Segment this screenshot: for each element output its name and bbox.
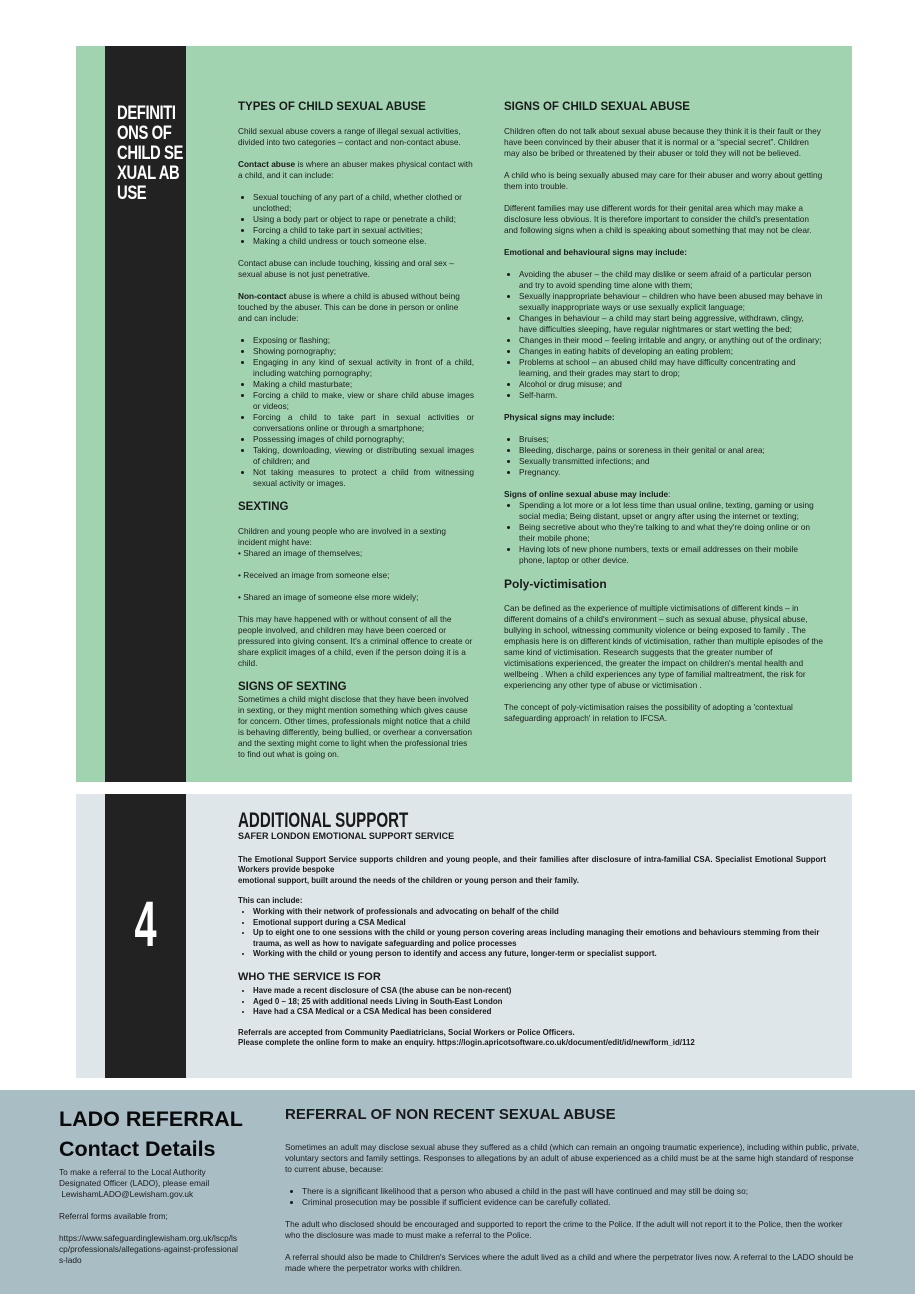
referrals-text: Referrals are accepted from Community Paediatricians, Social Workers or Police Officers. <box>238 1027 575 1037</box>
list-item: • Forcing a child to take part in sexual activities or conversations online or through a smartphone; <box>253 412 474 434</box>
poly-victimisation-paragraph: The concept of poly-victimisation raises the possibility of adopting a 'contextual safeguarding approach' in relation to IFCSA. <box>504 702 793 723</box>
lado-instructions: To make a referral to the Local Authority Designated Officer (LADO), please email <box>59 1167 210 1188</box>
emotional-signs-heading: Emotional and behavioural signs may include: <box>504 247 688 257</box>
list-item: • Working with the child or young person to identify and access any future, longer-term or specialist support. <box>253 949 826 960</box>
list-item: • Making a child masturbate; <box>253 379 474 390</box>
lado-contact <box>59 1167 239 1277</box>
list-item: • Bleeding, discharge, pains or soreness in their genital or anal area; <box>519 445 824 456</box>
list-item: • Up to eight one to one sessions with the child or young person covering areas including managing their emotions and behaviours stemming from their trauma, as well as how to navigate safeguarding and police processes <box>253 928 826 949</box>
types-intro: Child sexual abuse covers a range of illegal sexual activities, divided into two categories – contact and non-contact abuse. <box>238 126 461 147</box>
list-item: • Criminal prosecution may be possible if sufficient evidence can be carefully collated. <box>302 1197 860 1208</box>
list-item: • Working with their network of professionals and advocating on behalf of the child <box>253 907 826 918</box>
list-item: • Forcing a child to make, view or share child abuse images or videos; <box>253 390 474 412</box>
types-column <box>238 100 474 771</box>
list-item: • Problems at school – an abused child may have difficulty concentrating and learning, and their grades may start to drop; <box>519 357 824 379</box>
sexting-heading: SEXTING <box>238 501 289 513</box>
contact-abuse-list <box>238 192 474 247</box>
support-intro <box>238 855 826 876</box>
noncontact-abuse-list <box>238 335 474 489</box>
section-number: 4 <box>134 888 157 960</box>
list-item: • Using a body part or object to rape or penetrate a child; <box>253 214 474 225</box>
signs-of-sexting-text: Sometimes a child might disclose that they have been involved in sexting, or they might mention something which gives cause for concern. Other times, professionals might notice that a child is behaving differently, being bullied, or overhear a conversation and the sexting might come to light when the professional tries to find out what is going on. <box>238 694 472 759</box>
list-item: • Sexually transmitted infections; and <box>519 456 824 467</box>
sexting-item: • Shared an image of someone else more widely; <box>238 592 419 602</box>
sexting-intro-block <box>238 526 474 559</box>
noncontact-abuse-text: abuse is where a child is abused without being touched by the abuser. This can be done in person or online and can include: <box>238 291 460 323</box>
non-recent-paragraph: A referral should also be made to Children's Services where the adult lived as a child and where the perpetrator lives now. A referral to the LADO should be made where the perpetrator works with children. <box>285 1252 854 1273</box>
section-stripe <box>105 46 186 782</box>
support-subtitle: SAFER LONDON EMOTIONAL SUPPORT SERVICE <box>238 831 455 841</box>
definitions-panel <box>76 46 852 782</box>
list-item: • Exposing or flashing; <box>253 335 474 346</box>
list-item: • Making a child undress or touch someone else. <box>253 236 474 247</box>
list-item: • Having lots of new phone numbers, texts or email addresses on their mobile phone, laptop or other device. <box>519 544 824 566</box>
list-item: • Changes in behaviour – a child may start being aggressive, withdrawn, clingy, have difficulties sleeping, have regular nightmares or start wetting the bed; <box>519 313 824 335</box>
list-item: • Aged 0 – 18; 25 with additional needs Living in South-East London <box>253 997 826 1008</box>
referral-forms-link[interactable]: https://www.safeguardinglewisham.org.uk/lscp/lscp/professionals/allegations-against-professionals-lado <box>59 1233 238 1265</box>
lado-title-line: LADO REFERRAL <box>59 1107 243 1131</box>
emotional-signs-list <box>504 269 824 401</box>
list-item: • Being secretive about who they're talking to and what they're doing online or on their mobile phone; <box>519 522 824 544</box>
online-signs-list <box>504 500 824 566</box>
list-item: • Sexual touching of any part of a child, whether clothed or unclothed; <box>253 192 474 214</box>
list-item: • Bruises; <box>519 434 824 445</box>
online-signs-label: Signs of online sexual abuse may include <box>504 489 669 499</box>
section-title: DEFINITIONS OF CHILD SEXUAL ABUSE <box>117 103 184 204</box>
lado-title <box>59 1104 243 1164</box>
lado-email-paragraph <box>59 1167 239 1200</box>
physical-signs-list <box>504 434 824 478</box>
list-item: • Have made a recent disclosure of CSA (the abuse can be non-recent) <box>253 986 826 997</box>
poly-victimisation-heading: Poly-victimisation <box>504 577 607 591</box>
list-item: • Changes in their mood – feeling irritable and angry, or anything out of the ordinary; <box>519 335 824 346</box>
enquiry-link[interactable]: Please complete the online form to make an enquiry. https://login.apricotsoftware.co.uk/document/edit/id/new/form_id/112 <box>238 1038 695 1048</box>
list-item: • Changes in eating habits of developing an eating problem; <box>519 346 824 357</box>
contact-abuse-label: Contact abuse <box>238 159 296 169</box>
signs-heading: SIGNS OF CHILD SEXUAL ABUSE <box>504 101 690 113</box>
sexting-item: • Received an image from someone else; <box>238 570 390 580</box>
additional-support-panel <box>76 794 852 1078</box>
list-item: • Self-harm. <box>519 390 824 401</box>
sexting-consent: This may have happened with or without consent of all the people involved, and children may have been coerced or pressured into giving consent. It's a criminal offence to create or share explicit images of a child, even if the person doing it is a child. <box>238 614 473 668</box>
list-item: • Possessing images of child pornography; <box>253 434 474 445</box>
non-recent-referral <box>285 1106 860 1285</box>
list-item: • Sexually inappropriate behaviour – children who have been abused may behave in sexually inappropriate ways or use sexually explicit language; <box>519 291 824 313</box>
support-intro-line: The Emotional Support Service supports children and young people, and their families after disclosure of intra-familial CSA. Specialist Emotional Support Workers provide bespoke <box>238 854 826 875</box>
list-item: • Avoiding the abuser – the child may dislike or seem afraid of a particular person and try to avoid spending time alone with them; <box>519 269 824 291</box>
list-item: • Showing pornography; <box>253 346 474 357</box>
noncontact-abuse-label: Non-contact <box>238 291 287 301</box>
list-item: • Not taking measures to protect a child from witnessing sexual activity or images. <box>253 467 474 489</box>
list-item: • Engaging in any kind of sexual activity in front of a child, including watching pornography; <box>253 357 474 379</box>
lado-footer <box>0 1090 915 1294</box>
signs-paragraph: A child who is being sexually abused may care for their abuser and worry about getting them into trouble. <box>504 170 823 191</box>
list-item: • Forcing a child to take part in sexual activities; <box>253 225 474 236</box>
lado-title-line: Contact Details <box>59 1137 216 1161</box>
support-content <box>238 810 826 1049</box>
list-item: • Taking, downloading, viewing or distributing sexual images of children; and <box>253 445 474 467</box>
list-item: • Spending a lot more or a lot less time than usual online, texting, gaming or using social media; Being distant, upset or angry after using the internet or texting; <box>519 500 824 522</box>
referral-forms-label: Referral forms available from; <box>59 1211 168 1221</box>
non-recent-list <box>285 1186 860 1208</box>
contact-abuse-note: Contact abuse can include touching, kissing and oral sex – sexual abuse is not just penetrative. <box>238 258 454 279</box>
includes-label: This can include: <box>238 896 303 906</box>
list-item: • Pregnancy. <box>519 467 824 478</box>
signs-of-sexting-heading: SIGNS OF SEXTING <box>238 681 347 693</box>
list-item: • Alcohol or drug misuse; and <box>519 379 824 390</box>
support-title: ADDITIONAL SUPPORT <box>238 809 409 832</box>
types-heading: TYPES OF CHILD SEXUAL ABUSE <box>238 101 426 113</box>
sexting-intro: Children and young people who are involved in a sexting incident might have: <box>238 526 447 547</box>
non-recent-paragraph: The adult who disclosed should be encouraged and supported to report the crime to the Police. If the adult will not report it to the Police, then the worker who the disclosure was made to must make a referral to the Police. <box>285 1219 843 1240</box>
signs-paragraph: Different families may use different words for their genital area which may make a disclosure less obvious. It is therefore important to consider the child's presentation and following signs when a child is speaking about something that may not be clear. <box>504 203 812 235</box>
contact-abuse-paragraph <box>238 159 474 181</box>
non-recent-paragraph: Sometimes an adult may disclose sexual abuse they suffered as a child (which can remain an ongoing traumatic experience), including within public, private, voluntary sectors and family settings. Responses to allegations by an adult of abuse experienced as a child must be at the same high standard of response to current abuse, because: <box>285 1142 860 1174</box>
physical-signs-heading: Physical signs may include: <box>504 412 615 422</box>
section-stripe <box>105 794 186 1078</box>
online-signs-colon: : <box>668 489 671 499</box>
who-list <box>238 986 826 1018</box>
noncontact-abuse-paragraph <box>238 291 474 324</box>
support-intro-line: emotional support, built around the needs of the children or young person and their family. <box>238 875 579 885</box>
list-item: • Emotional support during a CSA Medical <box>253 918 826 929</box>
contact-abuse-text: is where an abuser makes physical contact with a child, and it can include: <box>238 159 473 180</box>
signs-column <box>504 100 824 735</box>
signs-paragraph: Children often do not talk about sexual abuse because they think it is their fault or they have been convinced by their abuser that it is normal or a “special secret”. Children may also be bribed or threatened by their abuser or told they will not be believed. <box>504 126 821 158</box>
online-signs-heading <box>504 489 824 500</box>
list-item: • There is a significant likelihood that a person who abused a child in the past will have continued and may still be doing so; <box>302 1186 860 1197</box>
who-heading: WHO THE SERVICE IS FOR <box>238 970 381 983</box>
poly-victimisation-paragraph: Can be defined as the experience of multiple victimisations of different kinds – in different domains of a child's environment – such as sexual abuse, physical abuse, bullying in school, witnessing community violence or being exposed to family . The emphasis here is on different kinds of victimisation, rather than multiple episodes of the same kind of victimisation. Research suggests that the greater number of victimisations experienced, the greater the impact on children's mental health and wellbeing . When a child experiences any type of familial maltreatment, the risk for experiencing any other type of abuse or victimisation . <box>504 603 823 690</box>
includes-list <box>238 907 826 960</box>
list-item: • Have had a CSA Medical or a CSA Medical has been considered <box>253 1007 826 1018</box>
lado-email-link[interactable]: LewishamLADO@Lewisham.gov.uk <box>61 1189 194 1199</box>
non-recent-heading: REFERRAL OF NON RECENT SEXUAL ABUSE <box>285 1106 616 1123</box>
sexting-item: • Shared an image of themselves; <box>238 548 363 558</box>
